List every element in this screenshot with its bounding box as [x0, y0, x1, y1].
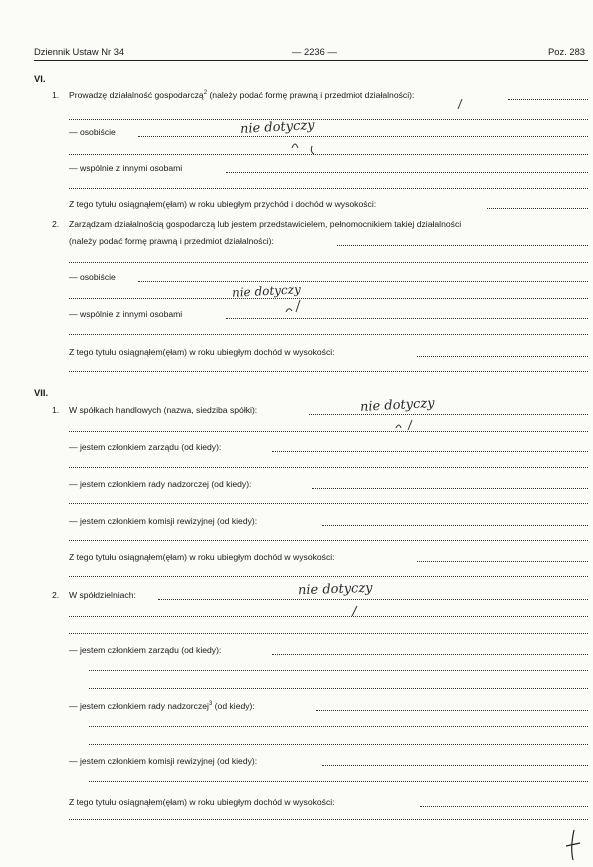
vii-1-board-label: — jestem członkiem zarządu (od kiedy):	[69, 442, 222, 452]
journal-title: Dziennik Ustaw Nr 34	[34, 46, 125, 57]
vi-1-jointly-label: — wspólnie z innymi osobami	[69, 163, 183, 173]
page-number: — 2236 —	[292, 46, 337, 57]
vii-1-income-label: Z tego tytułu osiągnąłem(ęłam) w roku ubiegłym dochód w wysokości:	[69, 552, 335, 562]
vii-1-supervisory-label: — jestem członkiem rady nadzorczej (od kiedy):	[69, 479, 252, 489]
handwriting-underscript-2	[286, 300, 300, 312]
handwritten-not-applicable-4: nie dotyczy	[297, 580, 373, 599]
signature-mark	[566, 830, 580, 860]
handwritten-not-applicable-3: nie dotyczy	[359, 396, 435, 415]
vii-1-number: 1.	[52, 405, 60, 415]
section-vi-title: VI.	[34, 73, 46, 84]
vii-2-number: 2.	[52, 590, 60, 600]
pen-tick-mark	[458, 99, 462, 109]
vi-1-number: 1.	[52, 90, 60, 100]
vi-2-label: Zarządzam działalnością gospodarczą lub jestem przedstawicielem, pełnomocnikiem takiej działalności	[69, 219, 462, 229]
vii-1-label: W spółkach handlowych (nazwa, siedziba spółki):	[69, 405, 258, 415]
handwriting-underscript-1	[292, 144, 314, 154]
section-vii-title: VII.	[34, 387, 49, 398]
vi-1-label: Prowadzę działalność gospodarczą$^2$ (należy podać formę prawną i przedmiot działalności):	[69, 90, 415, 100]
handwritten-not-applicable-2: nie dotyczy	[231, 282, 302, 300]
vii-2-label: W spółdzielniach:	[69, 590, 136, 600]
handwriting-underscript-4	[352, 606, 357, 616]
vi-2-number: 2.	[52, 219, 60, 229]
vii-2-income-label: Z tego tytułu osiągnąłem(ęłam) w roku ubiegłym dochód w wysokości:	[69, 797, 335, 807]
vi-2-label-cont: (należy podać formę prawną i przedmiot działalności):	[69, 236, 274, 246]
vi-1-personally-label: — osobiście	[69, 127, 116, 137]
handwritten-not-applicable-1: nie dotyczy	[239, 118, 315, 137]
vi-1-income-label: Z tego tytułu osiągnąłem(ęłam) w roku ubiegłym przychód i dochód w wysokości:	[69, 199, 377, 209]
handwriting-underscript-3	[396, 420, 412, 430]
vi-2-jointly-label: — wspólnie z innymi osobami	[69, 309, 183, 319]
vii-2-supervisory-label: — jestem członkiem rady nadzorczej$^3$ (od kiedy):	[69, 701, 255, 711]
vii-1-audit-label: — jestem członkiem komisji rewizyjnej (od kiedy):	[69, 516, 258, 526]
vi-2-income-label: Z tego tytułu osiągnąłem(ęłam) w roku ubiegłym dochód w wysokości:	[69, 347, 335, 357]
vi-2-personally-label: — osobiście	[69, 272, 116, 282]
position-number: Poz. 283	[548, 46, 586, 57]
vii-2-audit-label: — jestem członkiem komisji rewizyjnej (od kiedy):	[69, 756, 258, 766]
vii-2-board-label: — jestem członkiem zarządu (od kiedy):	[69, 645, 222, 655]
